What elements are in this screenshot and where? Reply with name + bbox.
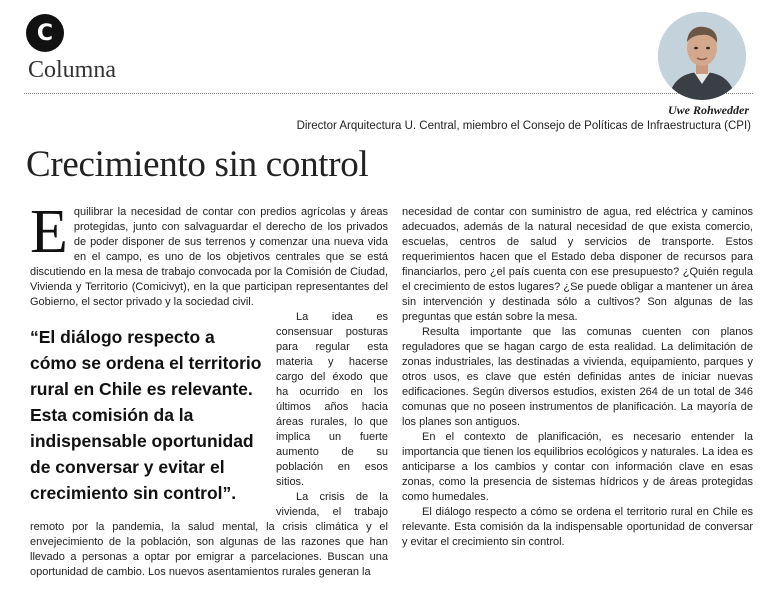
author-name: Uwe Rohwedder	[668, 103, 749, 117]
article-headline: Crecimiento sin control	[26, 144, 369, 185]
body-paragraph: Resulta importante que las comunas cuenten con planos reguladores que se hagan cargo de esta realidad. La delimitación de zonas industriales, las destinadas a vivienda, equipamiento, parques y otros usos, es clave que estén definidas antes de iniciar nuevas edificaciones. Según diversos estudios, existen 264 de un total de 346 comunas que no poseen instrumentos de planificación. La mayoría de los planes son antiguos.	[402, 326, 753, 428]
lead-text: quilibrar la necesidad de contar con predios agrícolas y áreas protegidas, junto con salvaguardar el derecho de los privados de poder disponer de sus terrenos y comenzar una nueva vida en el campo, es uno de los objetivos centrales que se está discutiendo en la mesa de trabajo convocada por la Comisión de Ciudad, Vivienda y Territorio (Comicivyt), en la que participan representantes del Gobierno, el sector privado y la sociedad civil.	[30, 206, 388, 308]
section-label: Columna	[28, 57, 116, 83]
drop-cap: E	[30, 198, 68, 266]
body-paragraph: La crisis de la vivienda, el trabajo remoto por la pandemia, la salud mental, la crisis climática y el envejecimiento de la población, son algunas de las razones que han llevado a personas a optar por emigrar a parcelaciones. Buscan una oportunidad de cambio. Los nuevos asentamientos rurales generan la	[30, 491, 388, 578]
body-paragraph: El diálogo respecto a cómo se ordena el territorio rural en Chile es relevante. Esta comisión da la indispensable oportunidad de conversar y evitar el crecimiento sin control.	[402, 506, 753, 548]
body-paragraph: La idea es consensuar posturas para regular esta materia y hacerse cargo del éxodo que ha ocurrido en los últimos años hacia áreas rurales, lo que implica un fuerte aumento de su población en esos sitios.	[276, 311, 388, 488]
author-photo-illustration	[658, 12, 746, 100]
body-paragraph: En el contexto de planificación, es necesario entender la importancia que tienen los equilibrios ecológicos y naturales. La idea es anticiparse a los cambios y contar con información clave en esas zonas, como la presencia de sistemas hídricos y de áreas protegidas como humedales.	[402, 431, 753, 503]
lead-paragraph	[30, 198, 388, 310]
article-column-left	[30, 198, 388, 580]
pull-quote: “El diálogo respecto a cómo se ordena el territorio rural en Chile es relevante. Esta comisión da la indispensable oportunidad de conversar y evitar el crecimiento sin control”.	[30, 327, 262, 503]
author-photo	[658, 12, 746, 100]
article-column-right	[402, 205, 753, 550]
header-divider	[24, 93, 753, 94]
author-role: Director Arquitectura U. Central, miembro el Consejo de Políticas de Infraestructura (CPI)	[296, 120, 751, 132]
body-paragraph: necesidad de contar con suministro de agua, red eléctrica y caminos adecuados, además de la natural necesidad de que exista comercio, escuelas, centros de salud y servicios de transporte. Estos requerimientos hacen que el Estado deba disponer de recursos para financiarlos, pero ¿el país cuenta con ese presupuesto? ¿Quién regula el crecimiento de estos lugares? ¿Se puede obligar a mantener un área sin intervención y destinada sólo a cultivos? Son algunas de las preguntas que están sobre la mesa.	[402, 206, 753, 323]
column-badge: C	[26, 14, 64, 52]
